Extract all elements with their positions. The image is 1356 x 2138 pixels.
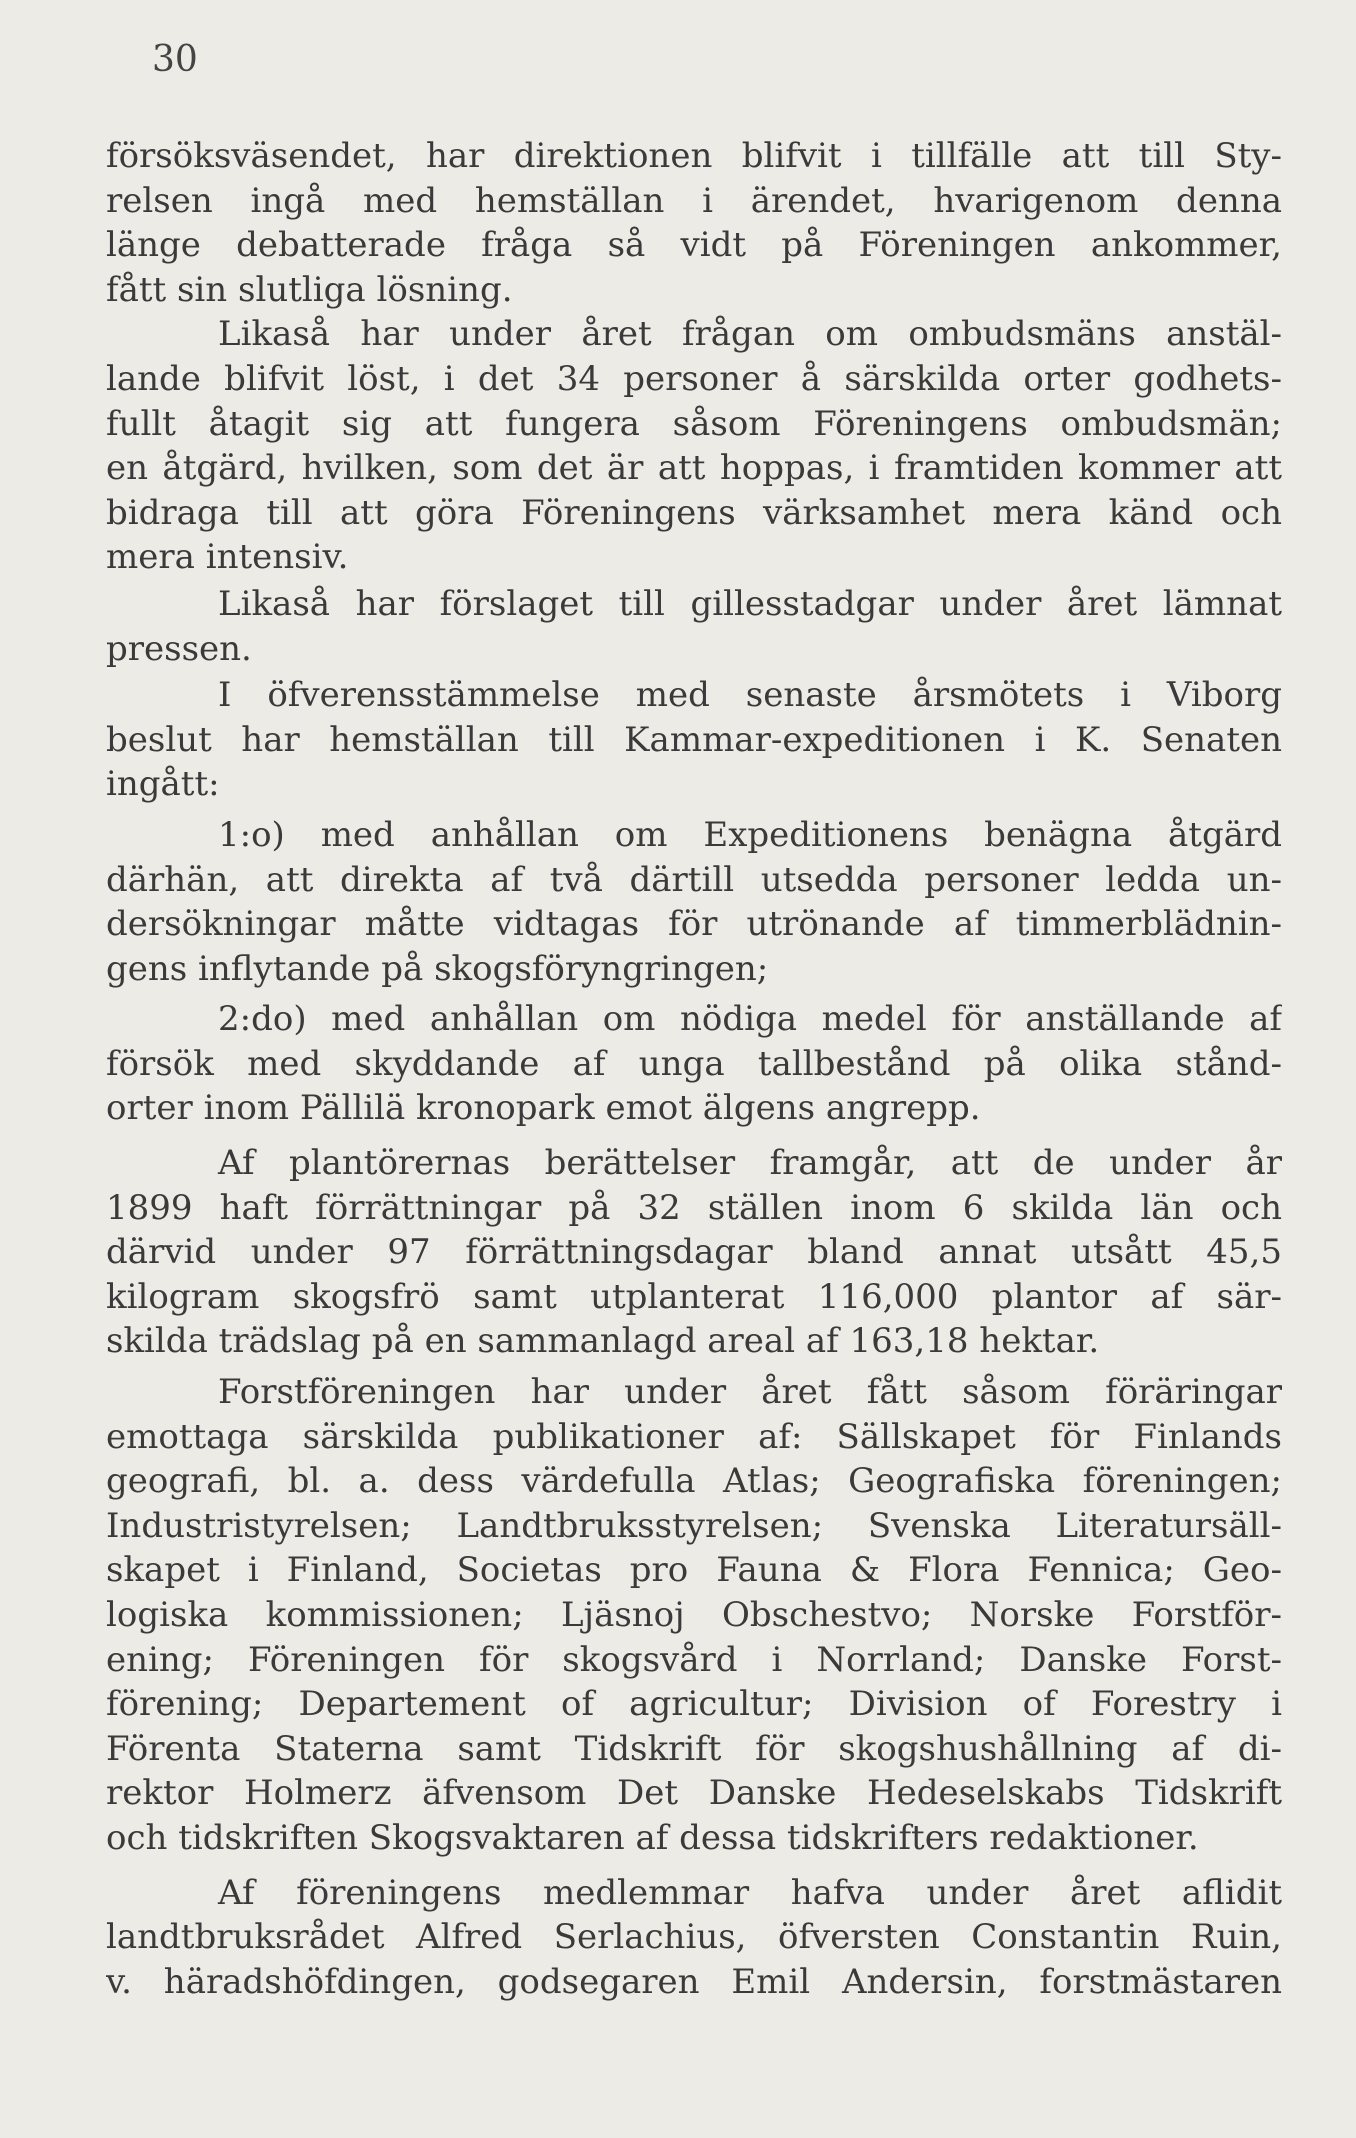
- text-line: Industristyrelsen; Landtbruksstyrelsen; Svenska Literatursäll-: [106, 1505, 1282, 1546]
- text-line: I öfverensstämmelse med senaste årsmötets i Viborg: [218, 675, 1282, 716]
- text-line: dersökningar måtte vidtagas för utrönande af timmerblädnin-: [106, 904, 1282, 945]
- text-line: och tidskriften Skogsvaktaren af dessa tidskrifters redaktioner.: [106, 1817, 1199, 1858]
- text-line: gens inflytande på skogsföryngringen;: [106, 948, 769, 989]
- text-line: Af föreningens medlemmar hafva under året aflidit: [218, 1872, 1282, 1913]
- text-line: ingått:: [106, 764, 220, 805]
- text-line: mera intensiv.: [106, 537, 349, 578]
- text-line: rektor Holmerz äfvensom Det Danske Hedeselskabs Tidskrift: [106, 1773, 1282, 1814]
- text-line: Likaså har under året frågan om ombudsmäns anstäl-: [218, 314, 1282, 355]
- text-line: 1:o) med anhållan om Expeditionens benägna åtgärd: [218, 814, 1282, 855]
- text-line: lande blifvit löst, i det 34 personer å särskilda orter godhets-: [106, 358, 1282, 399]
- text-line: bidraga till att göra Föreningens värksamhet mera känd och: [106, 492, 1282, 533]
- text-line: Förenta Staterna samt Tidskrift för skogshushållning af di-: [106, 1728, 1282, 1769]
- text-line: kilogram skogsfrö samt utplanterat 116,000 plantor af sär-: [106, 1276, 1282, 1317]
- text-line: försöksväsendet, har direktionen blifvit i tillfälle att till Sty-: [106, 136, 1282, 176]
- body-text: [106, 134, 1282, 2004]
- text-line: fullt åtagit sig att fungera såsom Föreningens ombudsmän;: [106, 403, 1282, 444]
- text-line: 1899 haft förrättningar på 32 ställen inom 6 skilda län och: [106, 1187, 1282, 1228]
- text-line: pressen.: [106, 628, 252, 669]
- text-line: länge debatterade fråga så vidt på Föreningen ankommer,: [106, 225, 1282, 266]
- text-line: 2:do) med anhållan om nödiga medel för anställande af: [218, 999, 1282, 1040]
- text-line: därhän, att direkta af två därtill utsedda personer ledda un-: [106, 859, 1282, 900]
- text-line: skilda trädslag på en sammanlagd areal af 163,18 hektar.: [106, 1321, 1100, 1362]
- text-line: fått sin slutliga lösning.: [106, 269, 513, 310]
- text-line: emottaga särskilda publikationer af: Sällskapet för Finlands: [106, 1416, 1282, 1457]
- text-line: skapet i Finland, Societas pro Fauna & Flora Fennica; Geo-: [106, 1550, 1282, 1591]
- text-line: försök med skyddande af unga tallbestånd på olika stånd-: [106, 1043, 1282, 1084]
- text-line: Af plantörernas berättelser framgår, att de under år: [218, 1143, 1282, 1184]
- text-line: geografi, bl. a. dess värdefulla Atlas; Geografiska föreningen;: [106, 1461, 1282, 1502]
- text-line: därvid under 97 förrättningsdagar bland annat utsått 45,5: [106, 1232, 1282, 1273]
- text-line: landtbruksrådet Alfred Serlachius, öfversten Constantin Ruin,: [106, 1917, 1282, 1958]
- text-line: Likaså har förslaget till gillesstadgar under året lämnat: [218, 583, 1282, 624]
- text-line: v. häradshöfdingen, godsegaren Emil Andersin, forstmästaren: [106, 1961, 1282, 2002]
- text-line: Forstföreningen har under året fått såsom föräringar: [218, 1372, 1282, 1413]
- text-line: beslut har hemställan till Kammar-expeditionen i K. Senaten: [106, 719, 1282, 760]
- text-line: en åtgärd, hvilken, som det är att hoppas, i framtiden kommer att: [106, 448, 1282, 489]
- text-line: ening; Föreningen för skogsvård i Norrland; Danske Forst-: [106, 1639, 1282, 1680]
- text-line: logiska kommissionen; Ljäsnoj Obschestvo; Norske Forstför-: [106, 1595, 1282, 1635]
- text-line: förening; Departement of agricultur; Division of Forestry i: [106, 1684, 1282, 1725]
- page-number: 30: [152, 39, 198, 80]
- text-line: relsen ingå med hemställan i ärendet, hvarigenom denna: [106, 180, 1282, 221]
- text-line: orter inom Pällilä kronopark emot älgens angrepp.: [106, 1088, 981, 1129]
